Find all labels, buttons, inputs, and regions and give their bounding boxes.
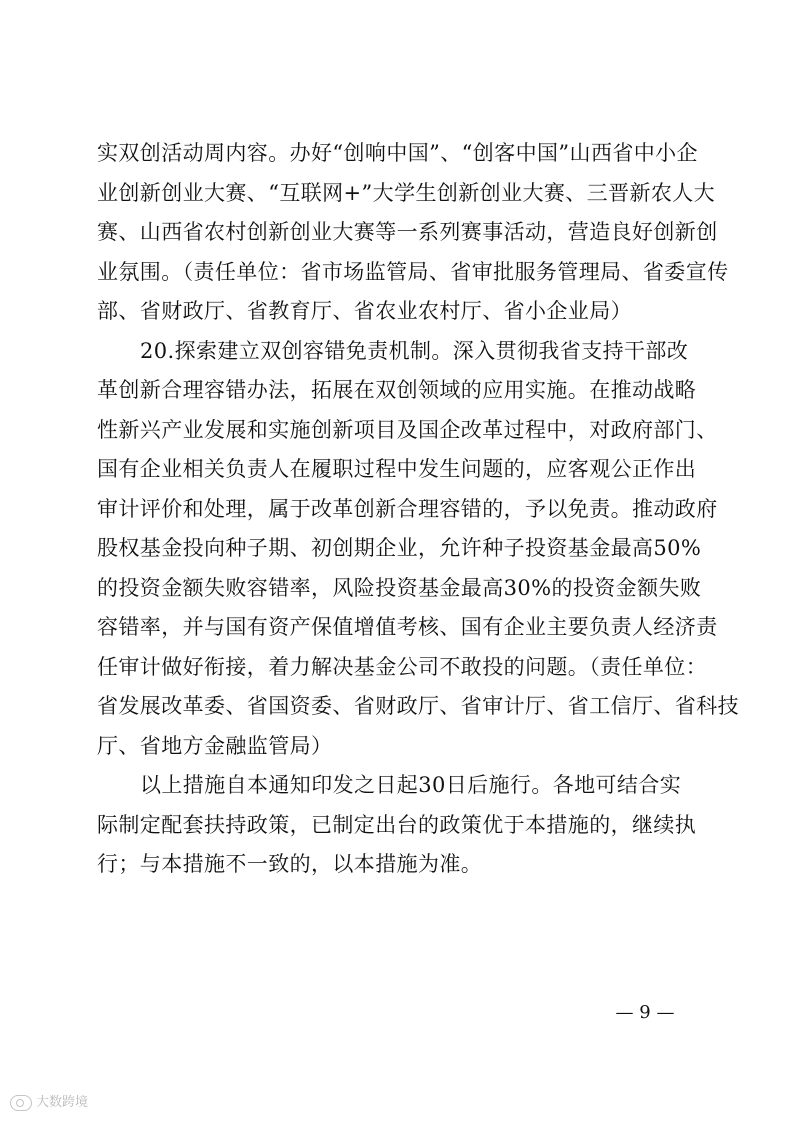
paragraph-line: 际制定配套扶持政策，已制定出台的政策优于本措施的，继续执 [97, 813, 697, 837]
paragraph-line: 革创新合理容错办法，拓展在双创领域的应用实施。在推动战略 [97, 378, 697, 402]
watermark [10, 1093, 88, 1113]
paragraph-line: 业创新创业大赛、“互联网+”大学生创新创业大赛、三晋新农人大 [97, 181, 716, 205]
paragraph-line: 国有企业相关负责人在履职过程中发生问题的，应客观公正作出 [97, 457, 697, 481]
paragraph-line: 以上措施自本通知印发之日起30日后施行。各地可结合实 [140, 773, 682, 797]
page-number: — 9 — [615, 1002, 675, 1023]
paragraph-line: 20.探索建立双创容错免责机制。深入贯彻我省支持干部改 [140, 339, 689, 363]
paragraph-line: 容错率，并与国有资产保值增值考核、国有企业主要负责人经济责 [97, 615, 718, 639]
paragraph-line: 行；与本措施不一致的，以本措施为准。 [97, 852, 483, 876]
paragraph-line: 审计评价和处理，属于改革创新合理容错的，予以免责。推动政府 [97, 497, 718, 521]
paragraph-line: 股权基金投向种子期、初创期企业，允许种子投资基金最高50% [97, 536, 702, 560]
paragraph-line: 业氛围。（责任单位：省市场监管局、省审批服务管理局、省委宣传 [97, 260, 729, 284]
paragraph-line: 赛、山西省农村创新创业大赛等一系列赛事活动，营造良好创新创 [97, 220, 718, 244]
paragraph-line: 厅、省地方金融监管局） [97, 734, 333, 758]
paragraph-line: 部、省财政厅、省教育厅、省农业农村厅、省小企业局） [97, 299, 632, 323]
paragraph-line: 任审计做好衔接，着力解决基金公司不敢投的问题。（责任单位： [97, 655, 708, 679]
paragraph-line: 省发展改革委、省国资委、省财政厅、省审计厅、省工信厅、省科技 [97, 694, 739, 718]
watermark-logo-icon [10, 1095, 32, 1111]
watermark-text: 大数跨境 [36, 1095, 89, 1110]
paragraph-line: 的投资金额失败容错率，风险投资基金最高30%的投资金额失败 [97, 576, 702, 600]
paragraph-line: 性新兴产业发展和实施创新项目及国企改革过程中，对政府部门、 [97, 418, 718, 442]
paragraph-line: 实双创活动周内容。办好“创响中国”、“创客中国”山西省中小企 [97, 141, 698, 165]
